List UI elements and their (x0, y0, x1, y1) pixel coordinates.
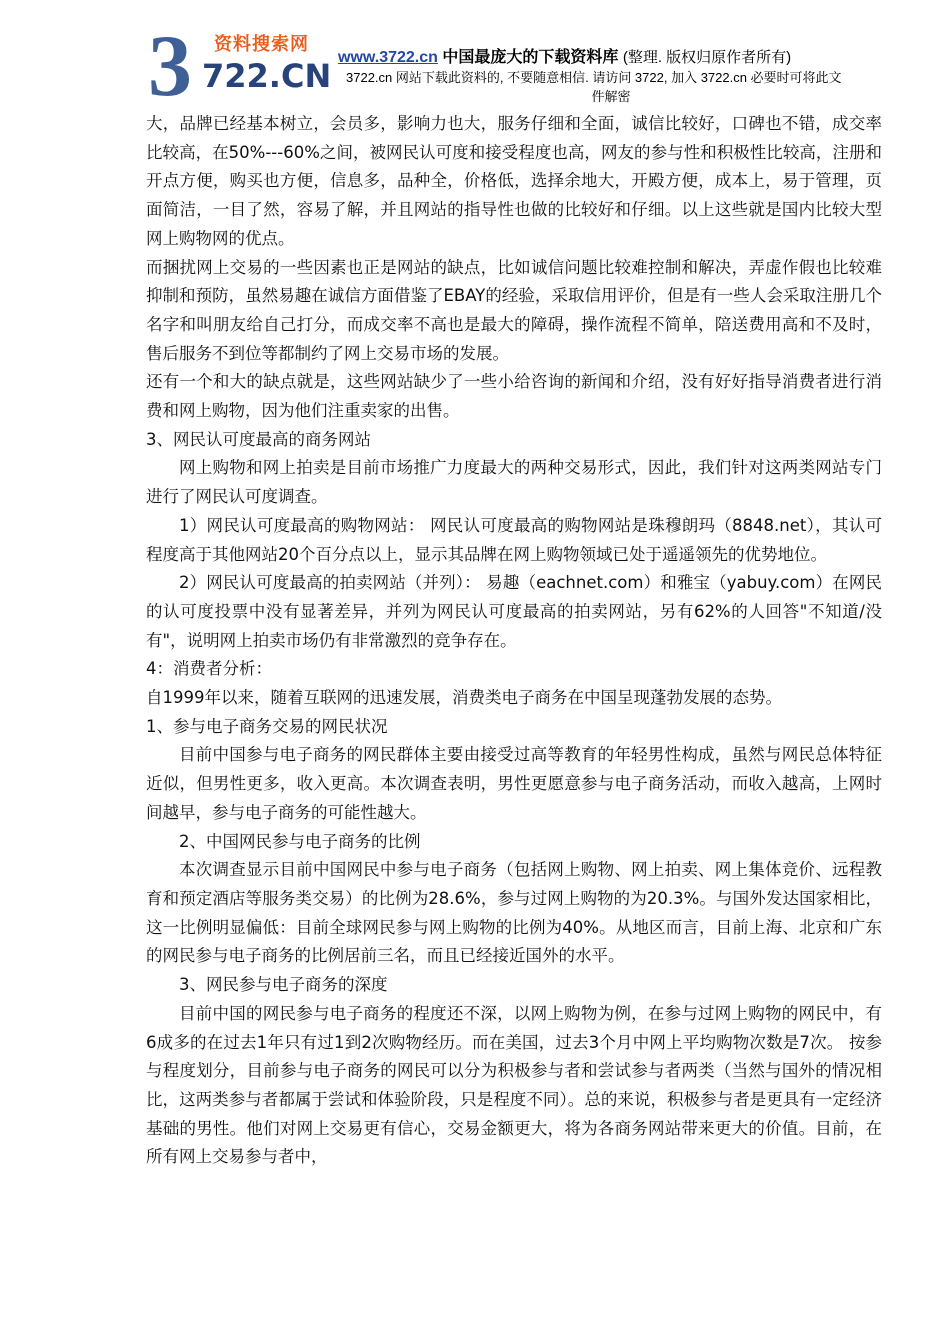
section-heading: 3、网民参与电子商务的深度 (179, 975, 388, 995)
header-title-line (338, 44, 791, 67)
paragraph: 目前中国参与电子商务的网民群体主要由接受过高等教育的年轻男性构成，虽然与网民总体特征近似，但男性更多，收入更高。本次调查表明，男性更愿意参与电子商务活动，而收入越高，上网时间越早，参与电子商务的可能性越大。 (146, 745, 882, 822)
section-heading: 4：消费者分析： (146, 659, 272, 679)
site-logo[interactable] (148, 18, 348, 115)
copyright-note: (整理. 版权归原作者所有) (622, 49, 792, 66)
paragraph: 还有一个和大的缺点就是，这些网站缺少了一些小给咨询的新闻和介绍，没有好好指导消费者进行消费和网上购物，因为他们注重卖家的出售。 (146, 372, 882, 421)
logo-domain: 722.CN (200, 50, 333, 102)
page-header (0, 0, 950, 115)
paragraph: 而捆扰网上交易的一些因素也正是网站的缺点，比如诚信问题比较难控制和解决，弄虚作假也比较难抑制和预防，虽然易趣在诚信方面借鉴了EBAY的经验，采取信用评价，但是有一些人会采取注册几个名字和叫朋友给自己打分，而成交率不高也是最大的障碍，操作流程不简单，陪送费用高和不及时，售后服务不到位等都制约了网上交易市场的发展。 (146, 257, 882, 363)
paragraph: 目前中国的网民参与电子商务的程度还不深，以网上购物为例，在参与过网上购物的网民中，有6成多的在过去1年只有过1到2次购物经历。而在美国，过去3个月中网上平均购物次数是7次。 按参与程度划分，目前参与电子商务的网民可以分为积极参与者和尝试参与者两类（当然与国外的情况相比，这两类参与者都属于尝试和体验阶段，只是程度不同）。总的来说，积极参与者是更具有一定经济基础的男性。他们对网上交易更有信心，交易金额更大，将为各商务网站带来更大的价值。目前，在所有网上交易参与者中， (146, 1003, 882, 1167)
paragraph: 网上购物和网上拍卖是目前市场推广力度最大的两种交易形式，因此，我们针对这两类网站专门进行了网民认可度调查。 (146, 458, 882, 507)
paragraph: 2）网民认可度最高的拍卖网站（并列）： 易趣（eachnet.com）和雅宝（yabuy.com）在网民的认可度投票中没有显著差异，并列为网民认可度最高的拍卖网站，另有62%的人回答"不知道/没有"，说明网上拍卖市场仍有非常激烈的竞争存在。 (146, 573, 882, 650)
document-body (146, 110, 882, 1172)
header-notice (346, 68, 876, 106)
section-heading: 2、中国网民参与电子商务的比例 (179, 831, 421, 851)
paragraph: 本次调查显示目前中国网民中参与电子商务（包括网上购物、网上拍卖、网上集体竞价、远程教育和预定酒店等服务类交易）的比例为28.6%，参与过网上购物的为20.3%。与国外发达国家相比，这一比例明显偏低：目前全球网民参与网上购物的比例为40%。从地区而言，目前上海、北京和广东的网民参与电子商务的比例居前三名，而且已经接近国外的水平。 (146, 860, 882, 966)
header-title: 中国最庞大的下载资料库 (442, 49, 619, 66)
notice-text: 3722.cn 网站下载此资料的, 不要随意相信. 请访问 3722, 加入 3722.cn 必要时可将此文 (346, 70, 842, 85)
paragraph: 大，品牌已经基本树立，会员多，影响力也大，服务仔细和全面，诚信比较好，口碑也不错，成交率比较高，在50%---60%之间，被网民认可度和接受程度也高，网友的参与性和积极性比较高，注册和开点方便，购买也方便，信息多，品种全，价格低，选择余地大，开殿方便，成本上，易于管理，页面简洁，一目了然，容易了解，并且网站的指导性也做的比较好和仔细。以上这些就是国内比较大型网上购物网的优点。 (146, 114, 882, 248)
section-heading: 1、参与电子商务交易的网民状况 (146, 716, 388, 736)
notice-text-end: 件解密 (591, 89, 631, 104)
paragraph: 1）网民认可度最高的购物网站： 网民认可度最高的购物网站是珠穆朗玛（8848.net），其认可程度高于其他网站20个百分点以上，显示其品牌在网上购物领域已处于遥遥领先的优势地位。 (146, 515, 882, 564)
logo-digit: 3 (148, 18, 190, 115)
site-link[interactable]: www.3722.cn (338, 49, 438, 66)
paragraph: 自1999年以来，随着互联网的迅速发展，消费类电子商务在中国呈现蓬勃发展的态势。 (146, 688, 782, 708)
section-heading: 3、网民认可度最高的商务网站 (146, 429, 371, 449)
logo-tagline: 资料搜索网 (214, 34, 309, 55)
